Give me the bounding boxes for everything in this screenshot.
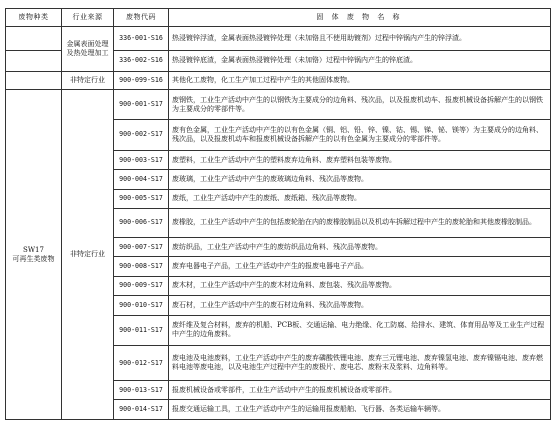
waste-description: 热浸镀锌浮渣，金属表面热浸镀锌处理（未加铬且不使用助镀剂）过程中锌锅内产生的锌浮渣。: [169, 27, 551, 51]
waste-description: 废电池及电池废料，工业生产活动中产生的废弃磷酸铁锂电池、废弃三元锂电池、废弃镍氢电池、废弃镍镉电池、废弃燃料电池等废电池，以及电池生产过程中产生的废极片、废电芯、废粉末及浆料、边角料等。: [169, 346, 551, 381]
waste-code: 900-004-S17: [114, 170, 169, 189]
waste-description: 废纸，工业生产活动中产生的废纸、废纸箱、残次品等废物。: [169, 189, 551, 208]
table-header-row: [6, 9, 551, 27]
waste-description: 其他化工废物，化工生产加工过程中产生的其他固体废物。: [169, 72, 551, 90]
waste-code: 900-099-S16: [114, 72, 169, 90]
waste-code: 900-006-S17: [114, 209, 169, 238]
waste-description: 废有色金属，工业生产活动中产生的以有色金属（铜、铝、铅、锌、镍、钴、锡、锑、铋、镁等）为主要成分的边角料、残次品，以及报废机动车和报废机械设备拆解产生的以有色金属为主要成分的零部件等。: [169, 120, 551, 151]
waste-description: 废弃电器电子产品，工业生产活动中产生的报废电器电子产品。: [169, 257, 551, 276]
waste-code: 900-010-S17: [114, 296, 169, 315]
waste-code: 900-013-S17: [114, 381, 169, 400]
table-row: [6, 27, 551, 51]
waste-description: 废塑料，工业生产活动中产生的塑料废弃边角料、废弃塑料包装等废物。: [169, 150, 551, 169]
waste-description: 废纺织品，工业生产活动中产生的废纺织品边角料、残次品等废物。: [169, 237, 551, 256]
waste-code: 900-014-S17: [114, 400, 169, 420]
waste-code: 900-002-S17: [114, 120, 169, 151]
table-row: [6, 72, 551, 90]
waste-description: 废橡胶，工业生产活动中产生的包括废轮胎在内的废橡胶制品以及机动车拆解过程中产生的废轮胎和其他废橡胶制品。: [169, 209, 551, 238]
waste-description: 废钢铁，工业生产活动中产生的以钢铁为主要成分的边角料、残次品，以及报废机动车、报废机械设备拆解产生的以钢铁为主要成分的零部件等。: [169, 90, 551, 120]
header-category: 废物种类: [6, 9, 62, 27]
waste-code: 336-002-S16: [114, 50, 169, 71]
waste-description: 报废机械设备或零部件，工业生产活动中产生的报废机械设备或零部件。: [169, 381, 551, 400]
waste-code: 900-012-S17: [114, 346, 169, 381]
header-industry: 行业来源: [62, 9, 114, 27]
empty-category-cell: [6, 27, 62, 51]
waste-code: 900-001-S17: [114, 90, 169, 120]
category-code: SW17: [23, 245, 44, 254]
waste-description: 报废交通运输工具，工业生产活动中产生的运输用报废船舶、飞行器、各类运输车辆等。: [169, 400, 551, 420]
industry-metal-surface: 金属表面处理及热处理加工: [62, 27, 114, 72]
empty-category-cell: [6, 72, 62, 90]
category-name: 可再生类废物: [12, 254, 55, 263]
waste-code: 900-005-S17: [114, 189, 169, 208]
waste-code: 900-007-S17: [114, 237, 169, 256]
header-code: 废物代码: [114, 9, 169, 27]
waste-description: 废石材，工业生产活动中产生的废石材边角料、残次品等废物。: [169, 296, 551, 315]
waste-description: 废纤维及复合材料，废弃的机船、PCB板、交通运输、电力绝缘、化工防腐、给排水、建筑、体育用品等及工业生产过程中产生的边角废料。: [169, 315, 551, 346]
empty-category-cell: [6, 50, 62, 71]
waste-code: 900-009-S17: [114, 276, 169, 295]
waste-code: 900-011-S17: [114, 315, 169, 346]
table-row: [6, 90, 551, 120]
waste-code: 336-001-S16: [114, 27, 169, 51]
waste-description: 废木材，工业生产活动中产生的废木材边角料、废包装、残次品等废物。: [169, 276, 551, 295]
solid-waste-table: [5, 8, 551, 420]
waste-code: 900-003-S17: [114, 150, 169, 169]
industry-non-specific: 非特定行业: [62, 90, 114, 420]
waste-code: 900-008-S17: [114, 257, 169, 276]
industry-non-specific: 非特定行业: [62, 72, 114, 90]
waste-description: 热浸镀锌底渣，金属表面热浸镀锌处理（未加铬）过程中锌锅内产生的锌底渣。: [169, 50, 551, 71]
waste-description: 废玻璃，工业生产活动中产生的废玻璃边角料、残次品等废物。: [169, 170, 551, 189]
header-name: 固 体 废 物 名 称: [169, 9, 551, 27]
category-cell: [6, 90, 62, 420]
